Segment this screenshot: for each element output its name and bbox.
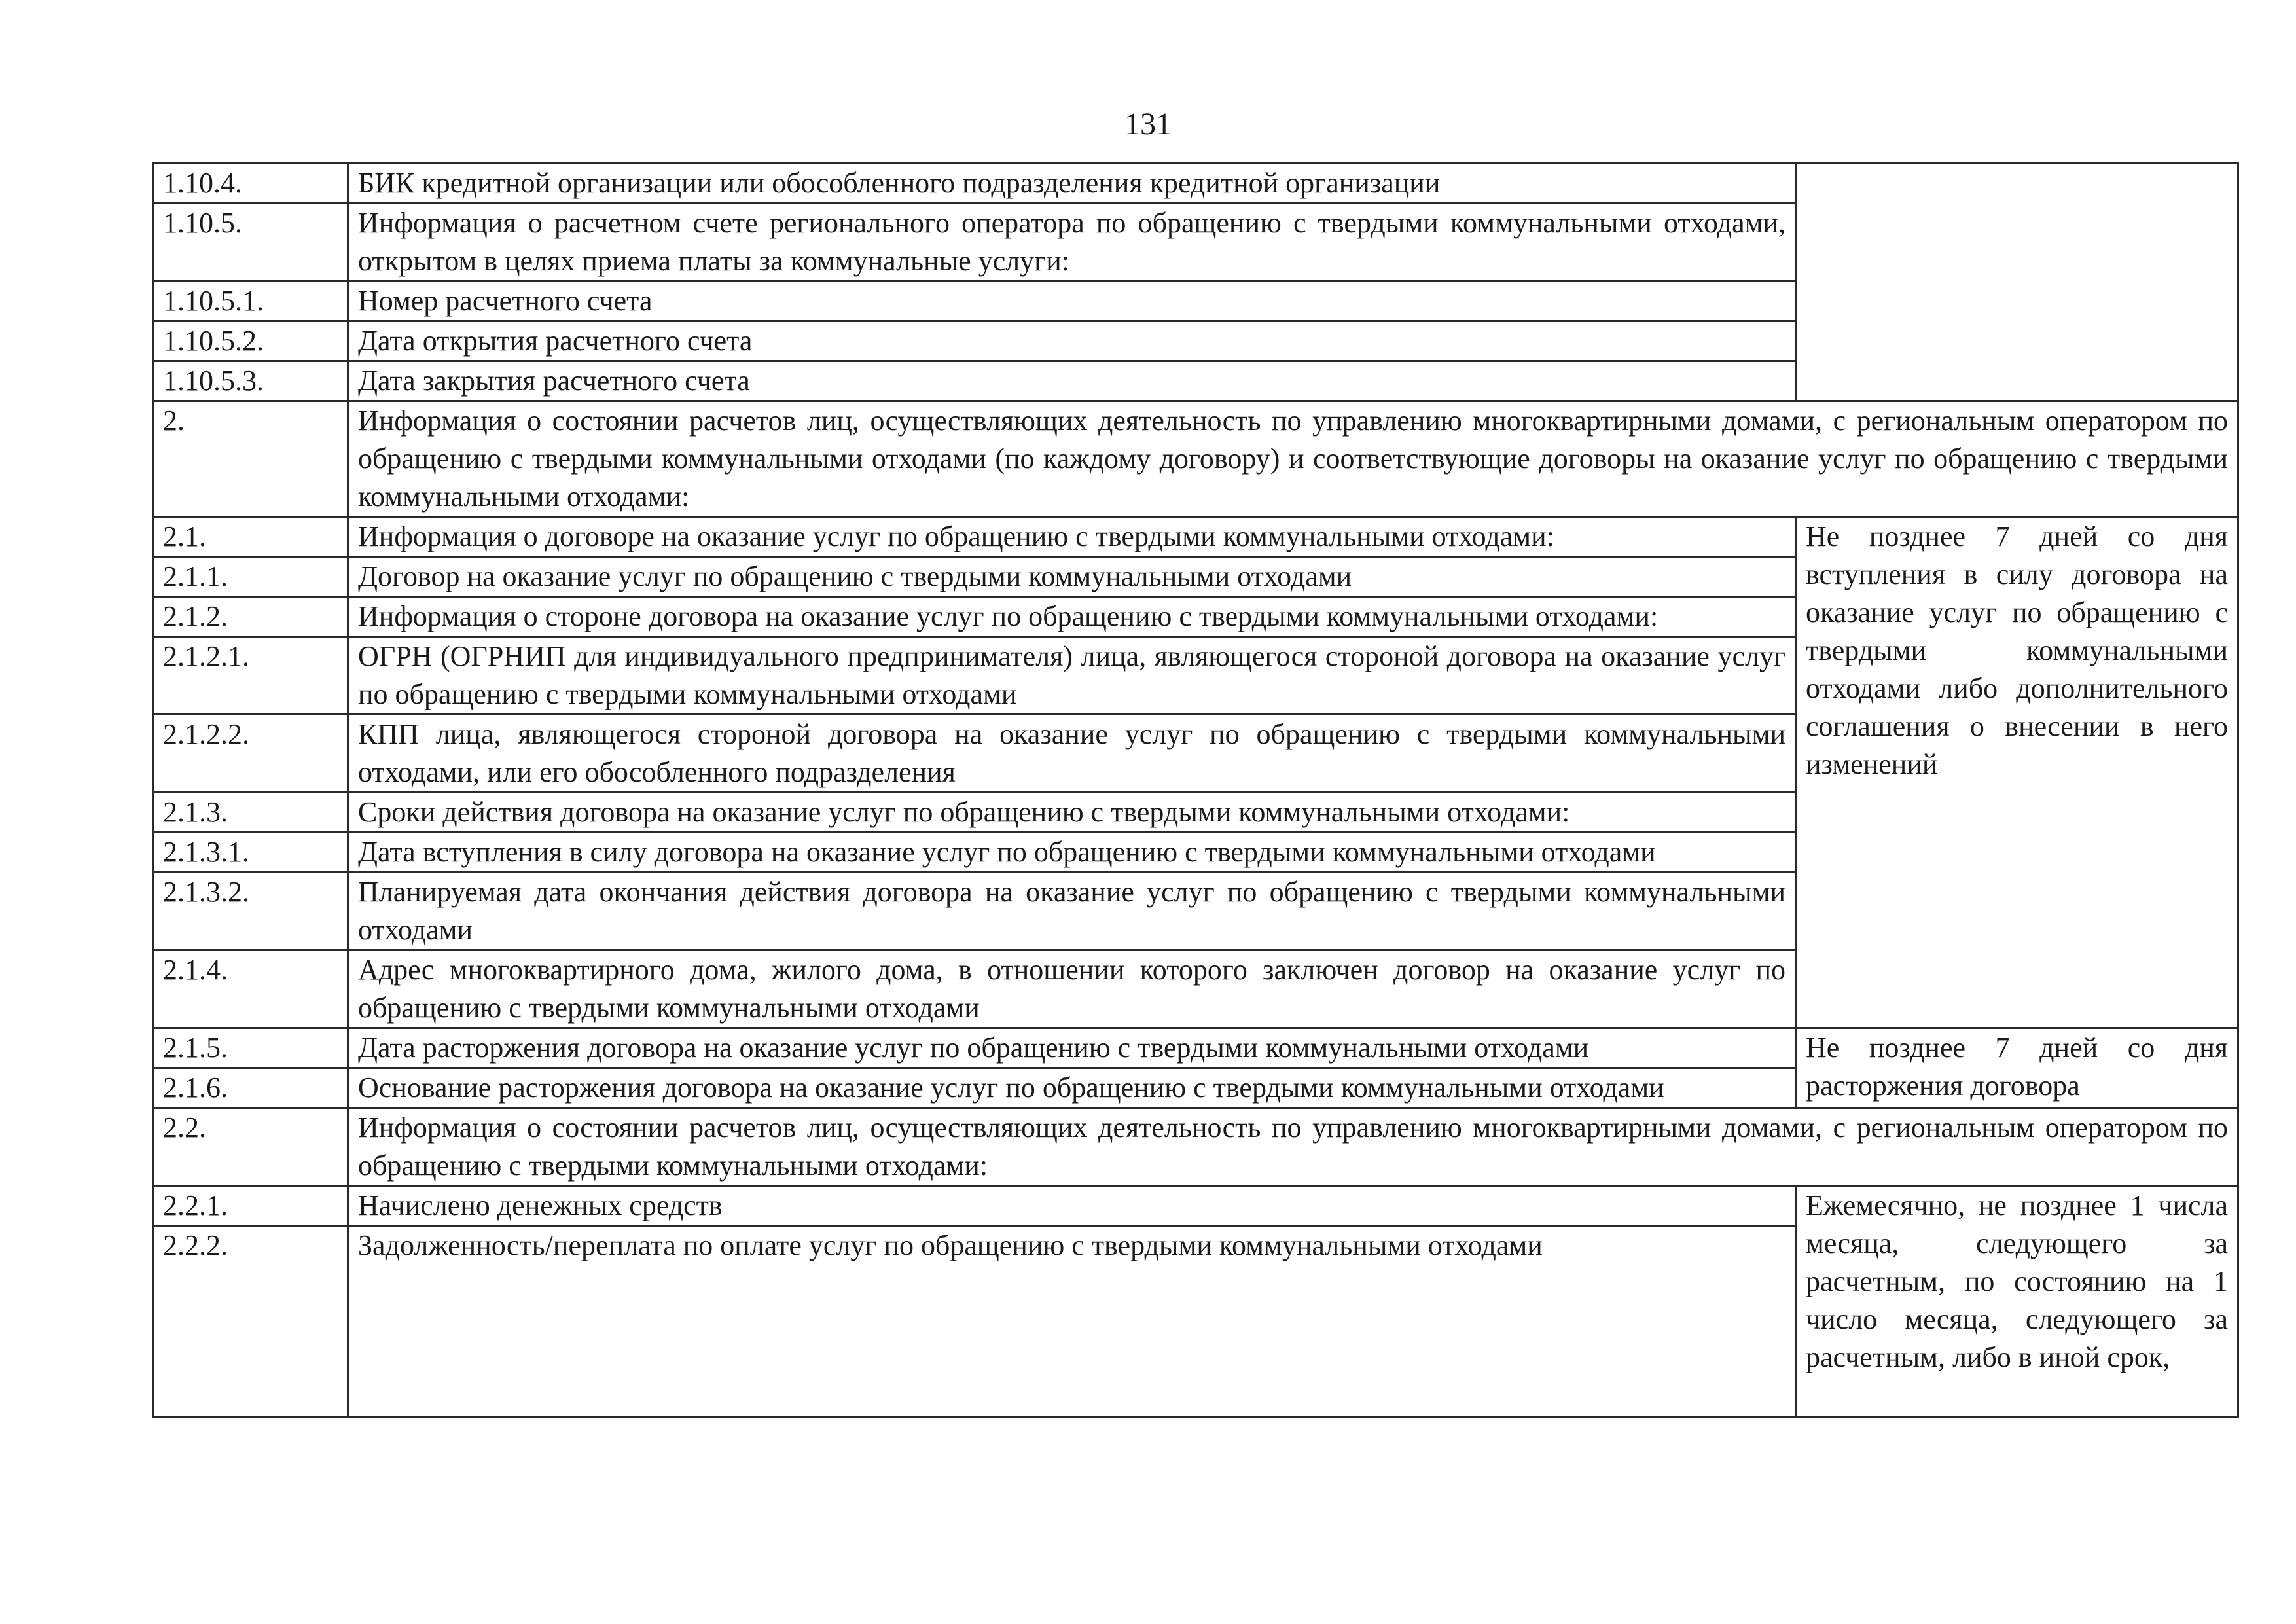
item-number: 1.10.5.3. [153,361,348,401]
item-number: 2.1.3. [153,793,348,833]
item-number: 1.10.5. [153,204,348,281]
item-description: Информация о расчетном счете регионального оператора по обращению с твердыми коммунальными отходами, открытом в целях приема платы за коммунальные услуги: [348,204,1796,281]
item-number: 2.1. [153,517,348,557]
item-number: 1.10.4. [153,164,348,204]
item-number: 2.1.2.2. [153,715,348,793]
item-number: 2.1.2.1. [153,637,348,715]
table-row [153,164,2238,204]
item-description: Дата вступления в силу договора на оказание услуг по обращению с твердыми коммунальными отходами [348,833,1796,873]
item-number: 2.1.5. [153,1028,348,1068]
item-description: Адрес многоквартирного дома, жилого дома, в отношении которого заключен договор на оказание услуг по обращению с твердыми коммунальными отходами [348,950,1796,1028]
item-number: 2.1.2. [153,597,348,637]
table-row [153,401,2238,517]
deadline-monthly: Ежемесячно, не позднее 1 числа месяца, следующего за расчетным, по состоянию на 1 число месяца, следующего за расчетным, либо в иной срок, [1796,1186,2238,1418]
item-description: Информация о договоре на оказание услуг по обращению с твердыми коммунальными отходами: [348,517,1796,557]
item-description: Дата закрытия расчетного счета [348,361,1796,401]
item-description: Сроки действия договора на оказание услуг по обращению с твердыми коммунальными отходами: [348,793,1796,833]
table-row [153,1186,2238,1226]
table-row [153,1108,2238,1186]
item-description: Договор на оказание услуг по обращению с твердыми коммунальными отходами [348,557,1796,597]
deadline-contract: Не позднее 7 дней со дня вступления в силу договора на оказание услуг по обращению с твердыми коммунальными отходами либо дополнительного соглашения о внесении в него изменений [1796,517,2238,1028]
deadline-cell-empty [1796,164,2238,401]
item-description: Задолженность/переплата по оплате услуг по обращению с твердыми коммунальными отходами [348,1226,1796,1418]
item-number: 2.1.6. [153,1068,348,1108]
item-description: Начислено денежных средств [348,1186,1796,1226]
deadline-termination: Не позднее 7 дней со дня расторжения договора [1796,1028,2238,1108]
item-description: Номер расчетного счета [348,281,1796,321]
item-number: 2.1.4. [153,950,348,1028]
item-number: 2.1.3.2. [153,873,348,950]
item-number: 1.10.5.2. [153,321,348,361]
item-number: 2. [153,401,348,517]
page-number: 131 [1124,107,1172,141]
item-number: 2.2.2. [153,1226,348,1418]
item-description: ОГРН (ОГРНИП для индивидуального предпринимателя) лица, являющегося стороной договора на оказание услуг по обращению с твердыми коммунальными отходами [348,637,1796,715]
table-row [153,1028,2238,1068]
item-number: 2.1.3.1. [153,833,348,873]
item-description: Информация о стороне договора на оказание услуг по обращению с твердыми коммунальными отходами: [348,597,1796,637]
item-description: Дата расторжения договора на оказание услуг по обращению с твердыми коммунальными отходами [348,1028,1796,1068]
item-number: 2.2.1. [153,1186,348,1226]
section-heading: Информация о состоянии расчетов лиц, осуществляющих деятельность по управлению многоквартирными домами, с региональным оператором по обращению с твердыми коммунальными отходами: [348,1108,2238,1186]
item-number: 2.1.1. [153,557,348,597]
item-description: Основание расторжения договора на оказание услуг по обращению с твердыми коммунальными отходами [348,1068,1796,1108]
item-description: БИК кредитной организации или обособленного подразделения кредитной организации [348,164,1796,204]
item-number: 2.2. [153,1108,348,1186]
requirements-table [152,162,2239,1418]
item-description: Дата открытия расчетного счета [348,321,1796,361]
table-row [153,517,2238,557]
item-description: КПП лица, являющегося стороной договора на оказание услуг по обращению с твердыми коммунальными отходами, или его обособленного подразделения [348,715,1796,793]
item-number: 1.10.5.1. [153,281,348,321]
section-heading: Информация о состоянии расчетов лиц, осуществляющих деятельность по управлению многоквартирными домами, с региональным оператором по обращению с твердыми коммунальными отходами (по каждому договору) и соответствующие договоры на оказание услуг по обращению с твердыми коммунальными отходами: [348,401,2238,517]
item-description: Планируемая дата окончания действия договора на оказание услуг по обращению с твердыми коммунальными отходами [348,873,1796,950]
